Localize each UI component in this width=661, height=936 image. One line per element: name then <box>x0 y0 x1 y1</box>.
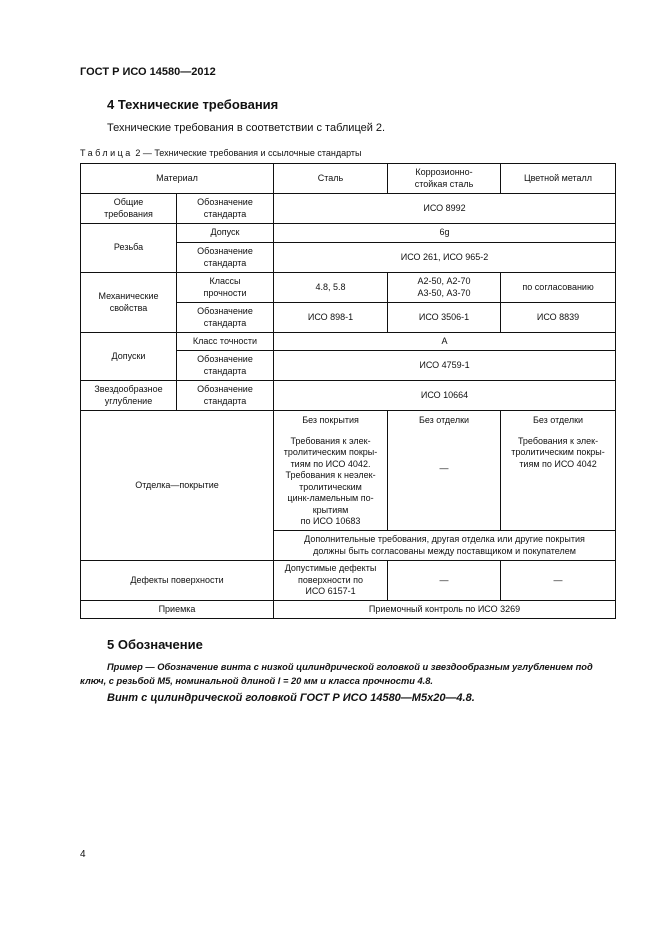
mech-class-stainless: А2-50, А2-70 А3-50, А3-70 <box>388 273 501 303</box>
sub-label: Класс точности <box>177 333 274 351</box>
row-label-general: Общие требования <box>81 194 177 224</box>
mech-class-steel: 4.8, 5.8 <box>274 273 388 303</box>
sub-label: Обозначение стандарта <box>177 351 274 381</box>
acceptance-value: Приемочный контроль по ИСО 3269 <box>274 601 616 619</box>
mech-class-nonferrous: по согласованию <box>501 273 616 303</box>
finish-stainless-dash: — <box>439 463 449 473</box>
sub-label: Обозначение стандарта <box>177 243 274 273</box>
row-label-defects: Дефекты поверхности <box>81 561 274 601</box>
mech-std-steel: ИСО 898-1 <box>274 303 388 333</box>
mech-std-stainless: ИСО 3506-1 <box>388 303 501 333</box>
row-label-acceptance: Приемка <box>81 601 274 619</box>
mech-std-nonferrous: ИСО 8839 <box>501 303 616 333</box>
sub-label: Классы прочности <box>177 273 274 303</box>
general-value: ИСО 8992 <box>274 194 616 224</box>
row-label-recess: Звездообразное углубление <box>81 381 177 411</box>
thread-tolerance-value: 6g <box>274 224 616 243</box>
tolerances-standard-value: ИСО 4759-1 <box>274 351 616 381</box>
table-caption-label: Таблица <box>80 148 133 158</box>
finish-extra: Дополнительные требования, другая отделка или другие покрытия должны быть согласованы между поставщиком и покупателем <box>274 531 616 561</box>
table-caption-text: 2 — Технические требования и ссылочные стандарты <box>135 148 362 158</box>
row-label-thread: Резьба <box>81 224 177 273</box>
tolerances-accuracy-value: А <box>274 333 616 351</box>
table-row <box>81 601 616 619</box>
defects-nonferrous: — <box>501 561 616 601</box>
designation-text: Винт с цилиндрической головкой ГОСТ Р ИСО 14580—М5х20—4.8. <box>107 692 475 704</box>
table-row <box>81 381 616 411</box>
sub-label: Обозначение стандарта <box>177 303 274 333</box>
table-row <box>81 411 616 531</box>
requirements-table <box>80 163 616 619</box>
header-material: Материал <box>81 164 274 194</box>
designation-example: Пример — Обозначение винта с низкой цилиндрической головкой и звездообразным углублением под ключ, с резьбой М5, номинальной длиной l = 20 мм и класса прочности 4.8. <box>80 662 593 686</box>
thread-standard-value: ИСО 261, ИСО 965-2 <box>274 243 616 273</box>
recess-value: ИСО 10664 <box>274 381 616 411</box>
sub-label: Обозначение стандарта <box>177 381 274 411</box>
table-row <box>81 561 616 601</box>
section-4-intro: Технические требования в соответствии с таблицей 2. <box>107 122 386 134</box>
row-label-finish: Отделка—покрытие <box>81 411 274 561</box>
table-header-row <box>81 164 616 194</box>
section-4-title: 4 Технические требования <box>107 97 279 112</box>
row-label-tolerances: Допуски <box>81 333 177 381</box>
header-stainless: Коррозионно- стойкая сталь <box>388 164 501 194</box>
page-number: 4 <box>80 849 86 860</box>
row-label-mechanical: Механические свойства <box>81 273 177 333</box>
defects-steel: Допустимые дефекты поверхности по ИСО 6157-1 <box>274 561 388 601</box>
finish-nonferrous: Без отделки Требования к элек- тролитическим покры- тиям по ИСО 4042 <box>501 411 616 531</box>
defects-stainless: — <box>388 561 501 601</box>
header-steel: Сталь <box>274 164 388 194</box>
table-caption <box>80 148 361 158</box>
finish-stainless: Без отделки — <box>388 411 501 531</box>
table-row <box>81 273 616 303</box>
finish-steel: Без покрытия Требования к элек- тролитическим покры- тиям по ИСО 4042. Требования к неэлек- тролитическим цинк-ламельным по- крытиям по ИСО 10683 <box>274 411 388 531</box>
table-row <box>81 194 616 224</box>
sub-label: Обозначение стандарта <box>177 194 274 224</box>
document-code: ГОСТ Р ИСО 14580—2012 <box>80 66 216 78</box>
table-row <box>81 333 616 351</box>
table-row <box>81 224 616 243</box>
section-5-title: 5 Обозначение <box>107 637 203 652</box>
header-nonferrous: Цветной металл <box>501 164 616 194</box>
sub-label: Допуск <box>177 224 274 243</box>
